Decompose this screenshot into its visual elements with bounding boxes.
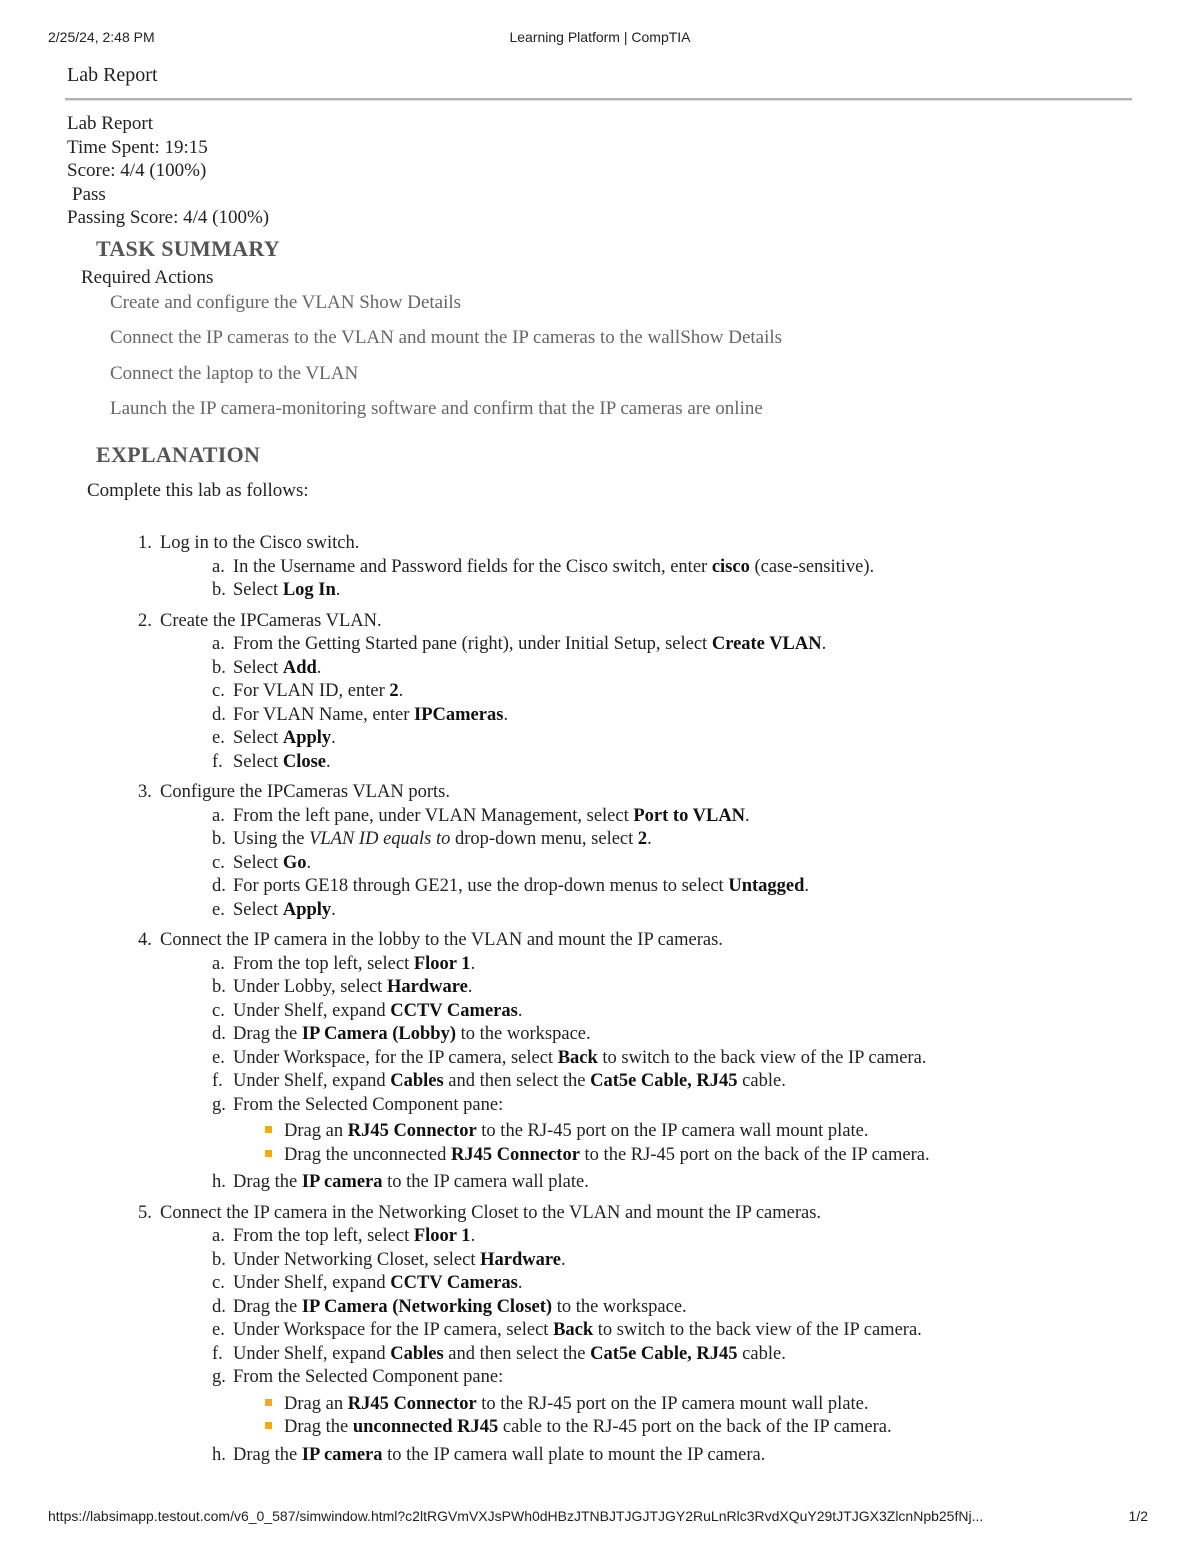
step-text: . xyxy=(467,977,473,997)
print-page-title: Learning Platform | CompTIA xyxy=(509,29,691,45)
step-text: Select xyxy=(233,580,283,600)
substep-item xyxy=(212,680,1138,704)
bold-term: Cables xyxy=(390,1343,444,1364)
step-text: . xyxy=(326,751,331,772)
substep-item xyxy=(212,1343,1138,1367)
step-text: Drag the xyxy=(284,1417,353,1437)
bold-term: Hardware xyxy=(480,1249,561,1270)
step-item xyxy=(138,532,1138,603)
bold-term: Cat5e Cable, RJ45 xyxy=(590,1343,738,1364)
passing-score: Passing Score: 4/4 (100%) xyxy=(67,207,270,228)
step-text: From the left pane, under VLAN Management, select xyxy=(233,805,634,826)
bold-term: Log In xyxy=(282,580,336,600)
step-title: Create the IPCameras VLAN. xyxy=(160,610,382,631)
step-text: to the RJ-45 port on the back of the IP camera. xyxy=(579,1144,930,1165)
bold-term: IPCameras xyxy=(414,704,504,725)
step-text: and then select the xyxy=(443,1343,591,1364)
bullet-list xyxy=(212,1120,1138,1167)
task-summary-heading: TASK SUMMARY xyxy=(96,236,280,261)
step-text: . xyxy=(316,657,322,678)
step-text: Drag the xyxy=(233,1024,302,1044)
bullet-item xyxy=(265,1144,1138,1168)
substep-letter: b. xyxy=(212,1249,226,1270)
step-text: From the top left, select xyxy=(233,1226,414,1246)
substep-list xyxy=(138,805,1138,923)
score: Score: 4/4 (100%) xyxy=(67,160,207,181)
print-footer xyxy=(0,1508,1200,1526)
bold-term: cisco xyxy=(711,556,750,577)
substep-letter: b. xyxy=(212,977,226,997)
substep-list xyxy=(138,556,1138,603)
substep-item xyxy=(212,875,1138,899)
step-text: to the IP camera wall plate to mount the IP camera. xyxy=(382,1444,766,1465)
bold-term: Cables xyxy=(390,1071,444,1091)
step-text: . xyxy=(517,1000,523,1021)
substep-letter: c. xyxy=(212,1273,225,1293)
step-text: . xyxy=(647,829,652,849)
substep-letter: a. xyxy=(212,1226,225,1246)
step-text: Select xyxy=(233,852,283,873)
substep-letter: a. xyxy=(212,805,225,826)
required-action-item: Launch the IP camera-monitoring software and confirm that the IP cameras are online xyxy=(110,397,763,419)
step-text: Drag an xyxy=(284,1121,348,1141)
required-actions-list xyxy=(110,291,782,432)
substep-letter: d. xyxy=(212,876,226,896)
step-text: Select xyxy=(233,657,283,678)
step-text: . xyxy=(470,1226,476,1246)
bold-term: Untagged xyxy=(728,876,805,896)
substep-item xyxy=(212,556,1138,580)
square-bullet-icon xyxy=(265,1150,272,1157)
step-text: Select xyxy=(233,899,283,920)
page-number: 1/2 xyxy=(1128,1508,1148,1524)
bold-term: Back xyxy=(557,1047,598,1068)
bullet-item xyxy=(265,1120,1138,1144)
substep-item xyxy=(212,704,1138,728)
step-item xyxy=(138,610,1138,775)
step-text: In the Username and Password fields for the Cisco switch, enter xyxy=(233,556,712,577)
page-url: https://labsimapp.testout.com/v6_0_587/simwindow.html?c2ltRGVmVXJsPWh0dHBzJTNBJTJGJTJGY2RuLnRlc3RvdXQuY29tJTJGX3ZlcnNpb25fNj... xyxy=(48,1508,984,1524)
step-text: and then select the xyxy=(443,1071,591,1091)
substep-item xyxy=(212,852,1138,876)
step-title: Connect the IP camera in the lobby to the VLAN and mount the IP cameras. xyxy=(160,930,723,950)
print-header xyxy=(0,29,1200,47)
substep-letter: g. xyxy=(212,1094,226,1115)
substep-item xyxy=(212,1225,1138,1249)
explanation-heading: EXPLANATION xyxy=(96,442,261,467)
bold-term: Hardware xyxy=(386,977,468,997)
step-title: Connect the IP camera in the Networking Closet to the VLAN and mount the IP cameras. xyxy=(160,1202,822,1223)
bold-term: RJ45 Connector xyxy=(347,1393,477,1414)
step-title: Log in to the Cisco switch. xyxy=(160,533,360,553)
step-text: cable to the RJ-45 port on the back of the IP camera. xyxy=(498,1417,892,1437)
step-text: . xyxy=(517,1273,523,1293)
step-text: Select xyxy=(233,728,283,748)
substep-item xyxy=(212,727,1138,751)
title-divider xyxy=(65,98,1132,101)
substep-item xyxy=(212,899,1138,923)
step-text: . xyxy=(745,805,750,826)
step-text: cable. xyxy=(737,1071,786,1091)
substep-item xyxy=(212,1444,1138,1468)
step-text: Drag the xyxy=(233,1172,302,1192)
step-item xyxy=(138,1202,1138,1468)
substep-letter: b. xyxy=(212,829,226,849)
step-text: Under Shelf, expand xyxy=(233,1071,391,1091)
substep-letter: a. xyxy=(212,953,225,974)
bold-term: Create VLAN xyxy=(711,634,822,654)
step-text: . xyxy=(821,634,827,654)
step-number: 1. xyxy=(138,533,152,553)
substep-item xyxy=(212,751,1138,775)
step-text: For VLAN ID, enter xyxy=(233,681,390,701)
bold-term: IP Camera (Networking Closet) xyxy=(301,1296,553,1317)
substep-letter: f. xyxy=(212,1071,223,1091)
square-bullet-icon xyxy=(265,1399,272,1406)
step-title: Configure the IPCameras VLAN ports. xyxy=(160,782,450,802)
step-text: to switch to the back view of the IP camera. xyxy=(593,1320,922,1340)
step-text: . xyxy=(398,681,404,701)
step-text: . xyxy=(804,876,810,896)
substep-item xyxy=(212,953,1138,977)
substep-letter: d. xyxy=(212,704,226,725)
square-bullet-icon xyxy=(265,1126,272,1133)
substep-item xyxy=(212,1023,1138,1047)
bold-term: CCTV Cameras xyxy=(390,1000,518,1021)
required-action-item[interactable]: Connect the IP cameras to the VLAN and mount the IP cameras to the wallShow Details xyxy=(110,327,783,349)
step-text: . xyxy=(331,899,336,920)
explanation-intro: Complete this lab as follows: xyxy=(87,480,309,501)
substep-letter: a. xyxy=(212,556,225,577)
substep-letter: f. xyxy=(212,1343,223,1364)
bold-term: 2 xyxy=(637,829,648,849)
step-text: Using the xyxy=(233,829,310,849)
step-text: . xyxy=(470,953,476,974)
step-text: Drag the xyxy=(233,1296,302,1317)
substep-list xyxy=(138,633,1138,774)
square-bullet-icon xyxy=(265,1422,272,1429)
step-text: cable. xyxy=(737,1343,786,1364)
step-text: (case-sensitive). xyxy=(749,556,875,577)
result-status: Pass xyxy=(72,183,106,205)
step-text: Drag the unconnected xyxy=(284,1144,451,1165)
substep-item xyxy=(212,1047,1138,1071)
instruction-steps xyxy=(138,532,1138,1474)
step-text: Under Shelf, expand xyxy=(233,1343,391,1364)
step-text: For VLAN Name, enter xyxy=(233,704,415,725)
substep-item xyxy=(212,1272,1138,1296)
step-item xyxy=(138,929,1138,1195)
step-text: From the Selected Component pane: xyxy=(233,1094,504,1115)
substep-item xyxy=(212,805,1138,829)
substep-letter: c. xyxy=(212,1000,225,1021)
document-title: Lab Report xyxy=(67,64,158,86)
substep-letter: b. xyxy=(212,580,226,600)
step-number: 2. xyxy=(138,610,152,631)
step-text: to the workspace. xyxy=(456,1024,591,1044)
bold-term: IP Camera (Lobby) xyxy=(301,1024,457,1044)
step-text: From the Selected Component pane: xyxy=(233,1367,504,1387)
substep-letter: e. xyxy=(212,1047,225,1068)
substep-item xyxy=(212,1094,1138,1168)
substep-letter: c. xyxy=(212,852,225,873)
substep-item xyxy=(212,1366,1138,1440)
step-text: Under Networking Closet, select xyxy=(233,1249,481,1270)
bullet-item xyxy=(265,1393,1138,1417)
substep-letter: e. xyxy=(212,1320,225,1340)
step-text: Under Workspace for the IP camera, select xyxy=(233,1320,554,1340)
step-number: 3. xyxy=(138,782,152,802)
bold-term: unconnected RJ45 xyxy=(352,1417,499,1437)
substep-letter: b. xyxy=(212,657,226,678)
substep-item xyxy=(212,1249,1138,1273)
substep-letter: h. xyxy=(212,1444,226,1465)
step-number: 4. xyxy=(138,930,152,950)
substep-letter: d. xyxy=(212,1296,226,1317)
step-text: to the IP camera wall plate. xyxy=(382,1172,589,1192)
substep-item xyxy=(212,1319,1138,1343)
substep-item xyxy=(212,828,1138,852)
step-text: For ports GE18 through GE21, use the drop-down menus to select xyxy=(233,876,729,896)
substep-letter: e. xyxy=(212,899,225,920)
bold-term: RJ45 Connector xyxy=(450,1144,580,1165)
print-datetime: 2/25/24, 2:48 PM xyxy=(48,29,155,45)
step-text: . xyxy=(335,580,341,600)
step-text: Under Shelf, expand xyxy=(233,1000,391,1021)
substep-item xyxy=(212,1296,1138,1320)
bold-term: Close xyxy=(282,751,326,772)
bold-term: Go xyxy=(282,852,307,873)
substep-letter: e. xyxy=(212,728,225,748)
substep-item xyxy=(212,579,1138,603)
bullet-item xyxy=(265,1416,1138,1440)
step-text: . xyxy=(560,1249,566,1270)
step-text: . xyxy=(306,852,312,873)
time-spent: Time Spent: 19:15 xyxy=(67,136,208,158)
step-text: From the top left, select xyxy=(233,953,414,974)
substep-letter: h. xyxy=(212,1172,226,1192)
substep-letter: c. xyxy=(212,681,225,701)
substep-item xyxy=(212,976,1138,1000)
bold-term: Apply xyxy=(282,899,332,920)
substep-list xyxy=(138,1225,1138,1467)
required-action-item[interactable]: Create and configure the VLAN Show Details xyxy=(110,292,462,313)
step-text: Under Shelf, expand xyxy=(233,1273,391,1293)
bold-term: Cat5e Cable, RJ45 xyxy=(590,1071,738,1091)
bullet-list xyxy=(212,1393,1138,1440)
step-text: . xyxy=(331,728,336,748)
required-actions-heading: Required Actions xyxy=(81,267,214,288)
step-text: Under Lobby, select xyxy=(233,977,387,997)
bold-term: IP camera xyxy=(301,1172,383,1192)
substep-item xyxy=(212,633,1138,657)
substep-item xyxy=(212,1171,1138,1195)
step-text: Under Workspace, for the IP camera, select xyxy=(233,1047,558,1068)
step-text: From the Getting Started pane (right), under Initial Setup, select xyxy=(233,634,712,654)
substep-item xyxy=(212,1000,1138,1024)
step-text: to the RJ-45 port on the IP camera wall mount plate. xyxy=(476,1121,869,1141)
step-text: Select xyxy=(233,751,283,772)
step-text: Drag the xyxy=(233,1444,302,1465)
bold-term: Floor 1 xyxy=(413,953,471,974)
bold-term: Port to VLAN xyxy=(633,805,746,826)
step-text: to the workspace. xyxy=(552,1296,687,1317)
bold-term: CCTV Cameras xyxy=(390,1273,518,1293)
step-text: to the RJ-45 port on the IP camera mount wall plate. xyxy=(476,1393,869,1414)
bold-term: Apply xyxy=(282,728,332,748)
italic-term: VLAN ID equals to xyxy=(309,829,451,849)
bold-term: RJ45 Connector xyxy=(347,1121,477,1141)
step-text: Drag an xyxy=(284,1393,348,1414)
report-heading: Lab Report xyxy=(67,113,154,134)
bold-term: Floor 1 xyxy=(413,1226,471,1246)
bold-term: IP camera xyxy=(301,1444,383,1465)
step-text: to switch to the back view of the IP camera. xyxy=(597,1047,927,1068)
step-item xyxy=(138,781,1138,922)
step-number: 5. xyxy=(138,1202,152,1223)
substep-letter: g. xyxy=(212,1367,226,1387)
substep-letter: a. xyxy=(212,634,225,654)
bold-term: Back xyxy=(553,1320,594,1340)
substep-letter: d. xyxy=(212,1024,226,1044)
substep-item xyxy=(212,1070,1138,1094)
score-summary xyxy=(67,112,269,230)
bold-term: Add xyxy=(282,657,317,678)
substep-item xyxy=(212,657,1138,681)
substep-list xyxy=(138,953,1138,1195)
step-text: . xyxy=(503,704,509,725)
bold-term: 2 xyxy=(389,681,399,701)
required-action-item: Connect the laptop to the VLAN xyxy=(110,362,359,384)
substep-letter: f. xyxy=(212,751,223,772)
step-text: drop-down menu, select xyxy=(450,829,638,849)
